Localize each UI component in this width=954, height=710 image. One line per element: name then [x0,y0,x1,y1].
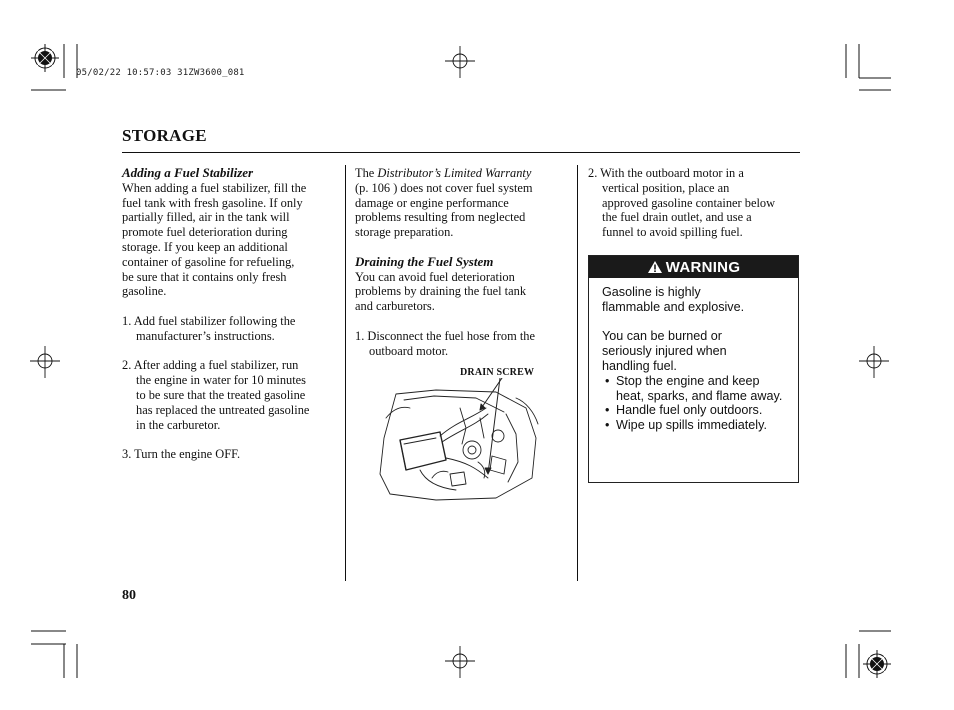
warning-box [588,255,799,483]
step-2-line: 2. With the outboard motor in a [588,166,744,180]
text-line: and carburetors. [355,299,435,314]
step-2-line: approved gasoline container below [602,195,776,210]
text-line: You can avoid fuel deterioration [355,269,515,284]
step-2-line: the engine in water for 10 minutes [136,373,306,388]
page-number: 80 [122,588,136,603]
warning-line: handling fuel. [602,358,677,373]
warranty-title: Distributor’s Limited Warranty [377,166,532,180]
heading-fuel-stabilizer: Adding a Fuel Stabilizer [122,165,254,180]
text-line: container of gasoline for refueling, [122,254,295,269]
step-2-line: the fuel drain outlet, and use a [602,210,752,225]
warning-body [589,278,798,433]
text-line: (p. 106 ) does not cover fuel system [355,180,533,195]
warning-bullet: • Handle fuel only outdoors. [602,403,788,418]
text-line: When adding a fuel stabilizer, fill the [122,180,307,195]
text-line: damage or engine performance [355,195,509,210]
step-2-line: to be sure that the treated gasoline [136,387,306,402]
warning-line: flammable and explosive. [602,299,745,314]
text-line: partially filled, air in the tank will [122,210,290,225]
step-1-line: 1. Add fuel stabilizer following the [122,313,296,328]
step-2-line: vertical position, place an [602,180,730,195]
section-title: STORAGE [122,126,207,145]
text-line: promote fuel deterioration during [122,225,288,240]
warning-title: WARNING [665,258,741,276]
engine-illustration [376,378,548,502]
text-line: gasoline. [122,284,167,299]
text-line: fuel tank with fresh gasoline. If only [122,195,303,210]
step-2-line: in the carburetor. [136,417,221,432]
column-divider-2 [577,165,578,581]
warning-line: seriously injured when [602,344,727,359]
warning-bullet: • Stop the engine and keep heat, sparks, and flame away. [602,374,788,404]
text-line: problems resulting from neglected [355,210,526,225]
text-line: be sure that it contains only fresh [122,269,287,284]
step-1-line: outboard motor. [369,343,449,358]
step-1-line: manufacturer’s instructions. [136,328,275,343]
text-line: problems by draining the fuel tank [355,284,527,299]
warning-header [589,256,798,278]
title-rule [122,152,800,153]
warning-bullet: • Wipe up spills immediately. [602,418,788,433]
column-2 [355,166,573,358]
figure-label-drain-screw: DRAIN SCREW [460,367,535,378]
print-stamp: 05/02/22 10:57:03 31ZW3600_081 [76,68,245,78]
warning-line: You can be burned or [602,329,722,344]
warranty-prefix: The [355,166,378,180]
step-1-line: 1. Disconnect the fuel hose from the [355,328,535,343]
step-2-line: 2. After adding a fuel stabilizer, run [122,358,299,373]
text-line: storage preparation. [355,225,454,240]
warranty-line [355,166,573,181]
warning-triangle-icon [647,260,663,274]
warning-line: Gasoline is highly [602,285,701,299]
step-2-line: has replaced the untreated gasoline [136,402,310,417]
text-line: storage. If you keep an additional [122,239,288,254]
warning-bullets [602,374,788,433]
column-divider-1 [345,165,346,581]
column-3 [588,166,802,240]
step-2-line: funnel to avoid spilling fuel. [602,225,743,240]
column-1 [122,166,338,462]
heading-draining: Draining the Fuel System [355,253,494,269]
step-3: 3. Turn the engine OFF. [122,447,241,462]
